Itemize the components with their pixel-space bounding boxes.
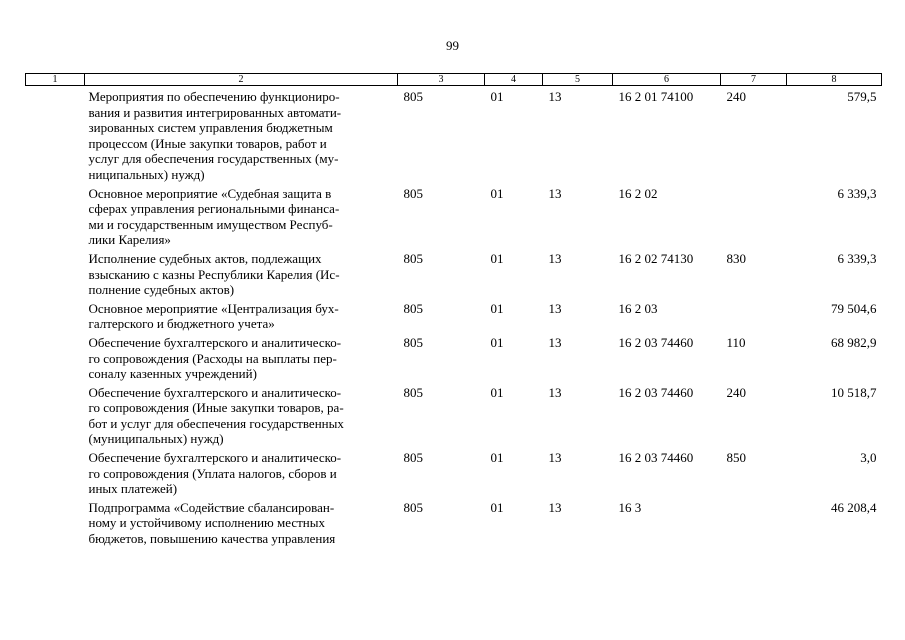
cell-amount: 10 518,7 — [831, 384, 877, 400]
cell-amount: 3,0 — [860, 450, 877, 466]
cell-target-article: 16 2 02 74130 — [618, 250, 694, 266]
cell-name: Мероприятия по обеспечению функциониро- вания и развития интегрированных автомати- зированных систем управления бюджетным процессом (Иные закупки товаров, работ и услуг для обеспечения государственных (му- ниципальных) нужд) — [88, 89, 342, 182]
table-row — [26, 298, 882, 332]
cell-section: 01 — [490, 334, 504, 350]
cell-col1 — [26, 497, 85, 547]
column-header-1: 1 — [26, 74, 85, 86]
cell-col1 — [26, 382, 85, 447]
cell-ministry-code: 805 — [403, 300, 423, 316]
cell-amount: 46 208,4 — [831, 499, 877, 515]
column-header-5: 5 — [543, 74, 613, 86]
cell-subsection: 13 — [548, 334, 562, 350]
cell-expense-type: 110 — [726, 334, 746, 350]
cell-col1 — [26, 332, 85, 382]
cell-expense-type: 240 — [726, 89, 746, 104]
cell-amount: 6 339,3 — [837, 185, 877, 201]
cell-section: 01 — [490, 499, 504, 515]
cell-target-article: 16 2 03 74460 — [618, 334, 694, 350]
column-header-6: 6 — [613, 74, 721, 86]
cell-ministry-code: 805 — [403, 384, 423, 400]
cell-name: Исполнение судебных актов, подлежащих взысканию с казны Республики Карелия (Ис- полнение судебных актов) — [88, 250, 340, 298]
cell-ministry-code: 805 — [403, 334, 423, 350]
cell-subsection: 13 — [548, 300, 562, 316]
cell-ministry-code: 805 — [403, 250, 423, 266]
table-row — [26, 382, 882, 447]
cell-subsection: 13 — [548, 185, 562, 201]
cell-target-article: 16 2 01 74100 — [618, 89, 694, 104]
cell-name: Обеспечение бухгалтерского и аналитическо- го сопровождения (Иные закупки товаров, ра- бот и услуг для обеспечения государственных (муниципальных) нужд) — [88, 384, 344, 447]
cell-subsection: 13 — [548, 384, 562, 400]
cell-subsection: 13 — [548, 89, 562, 104]
cell-expense-type — [721, 183, 787, 248]
cell-col1 — [26, 86, 85, 183]
cell-section: 01 — [490, 300, 504, 316]
cell-ministry-code: 805 — [403, 499, 423, 515]
cell-subsection: 13 — [548, 450, 562, 466]
cell-ministry-code: 805 — [403, 185, 423, 201]
column-header-3: 3 — [398, 74, 485, 86]
table-row — [26, 332, 882, 382]
cell-name: Основное мероприятие «Судебная защита в сферах управления региональными финанса- ми и государственным имуществом Респуб- лики Карелия» — [88, 185, 340, 248]
table-row — [26, 86, 882, 183]
cell-col1 — [26, 248, 85, 298]
cell-target-article: 16 2 02 — [618, 185, 658, 201]
cell-amount: 6 339,3 — [837, 250, 877, 266]
cell-ministry-code: 805 — [403, 89, 423, 104]
cell-name: Основное мероприятие «Централизация бух- галтерского и бюджетного учета» — [88, 300, 339, 332]
cell-section: 01 — [490, 89, 504, 104]
cell-section: 01 — [490, 185, 504, 201]
column-header-8: 8 — [787, 74, 882, 86]
header-row — [26, 74, 882, 86]
cell-expense-type: 240 — [726, 384, 746, 400]
cell-section: 01 — [490, 250, 504, 266]
cell-section: 01 — [490, 384, 504, 400]
column-header-2: 2 — [85, 74, 398, 86]
cell-name: Обеспечение бухгалтерского и аналитическо- го сопровождения (Уплата налогов, сборов и иных платежей) — [88, 450, 342, 497]
table-row — [26, 248, 882, 298]
column-header-7: 7 — [721, 74, 787, 86]
budget-table — [25, 73, 882, 547]
cell-col1 — [26, 183, 85, 248]
cell-subsection: 13 — [548, 250, 562, 266]
cell-expense-type — [721, 298, 787, 332]
table-row — [26, 497, 882, 547]
column-header-4: 4 — [485, 74, 543, 86]
cell-amount: 68 982,9 — [831, 334, 877, 350]
cell-amount: 579,5 — [847, 89, 877, 104]
cell-subsection: 13 — [548, 499, 562, 515]
cell-expense-type: 830 — [726, 250, 746, 266]
cell-col1 — [26, 447, 85, 497]
cell-target-article: 16 2 03 — [618, 300, 658, 316]
table-row — [26, 447, 882, 497]
cell-expense-type: 850 — [726, 450, 746, 466]
cell-target-article: 16 2 03 74460 — [618, 384, 694, 400]
cell-ministry-code: 805 — [403, 450, 423, 466]
table-row — [26, 183, 882, 248]
cell-section: 01 — [490, 450, 504, 466]
cell-target-article: 16 3 — [618, 499, 642, 515]
cell-name: Обеспечение бухгалтерского и аналитическо- го сопровождения (Расходы на выплаты пер- соналу казенных учреждений) — [88, 334, 342, 382]
cell-amount: 79 504,6 — [831, 300, 877, 316]
cell-target-article: 16 2 03 74460 — [618, 450, 694, 466]
cell-expense-type — [721, 497, 787, 547]
page-number: 99 — [446, 38, 459, 53]
cell-name: Подпрограмма «Содействие сбалансирован- ному и устойчивому исполнению местных бюджетов, повышению качества управления — [88, 499, 336, 547]
cell-col1 — [26, 298, 85, 332]
